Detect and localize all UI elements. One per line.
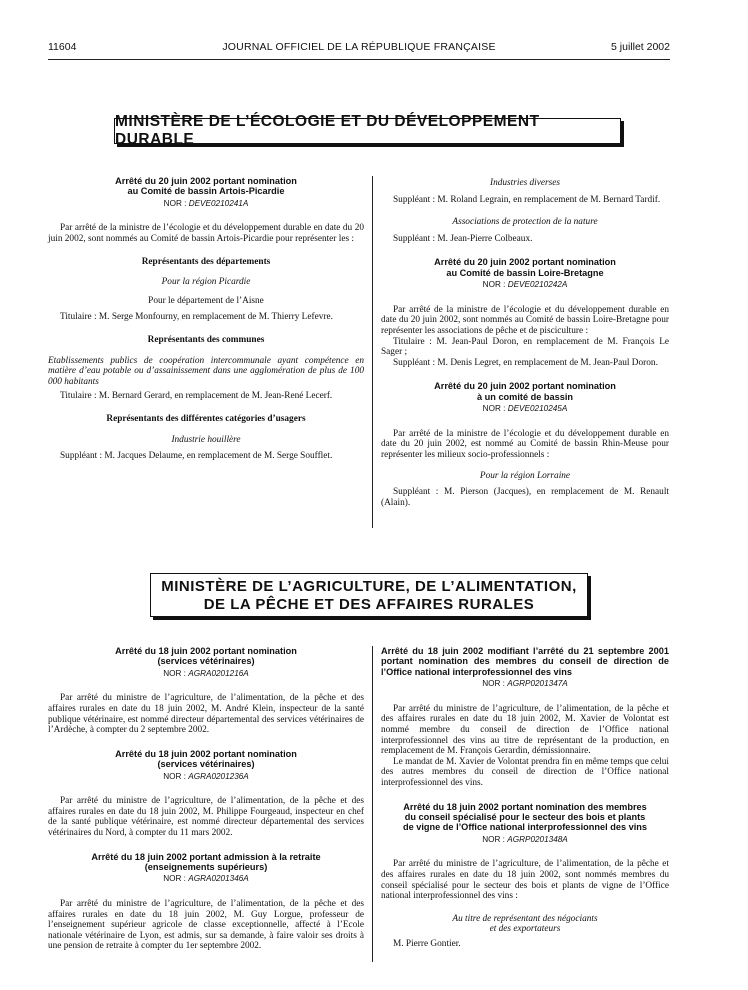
decree-title: Arrêté du 18 juin 2002 modifiant l’arrêté du 21 septembre 2001 portant nomination des membres du conseil de direction de l’Office national interprofessionnel des vins bbox=[381, 646, 669, 677]
page-number: 11604 bbox=[48, 41, 77, 53]
decree-title: Arrêté du 20 juin 2002 portant nomination bbox=[434, 381, 616, 392]
decree-fourgeaud bbox=[48, 749, 364, 839]
ministry-agriculture-title: DE LA PÊCHE ET DES AFFAIRES RURALES bbox=[203, 596, 535, 613]
subsection-heading: Pour la région Lorraine bbox=[479, 470, 571, 481]
decree-lorgue bbox=[48, 852, 364, 952]
decree-paragraph: Le mandat de M. Xavier de Volontat prendra fin en même temps que celui des autres membres du conseil de direction de l’Office national interprofessionnel des vins. bbox=[381, 756, 669, 788]
left-column-agriculture bbox=[48, 646, 364, 952]
decree-title: à un comité de bassin bbox=[477, 391, 573, 402]
decree-paragraph: Titulaire : M. Serge Monfourny, en remplacement de M. Thierry Lefevre. bbox=[60, 312, 333, 323]
nor-reference: NOR : AGRA0201216A bbox=[163, 668, 249, 678]
journal-title: JOURNAL OFFICIEL DE LA RÉPUBLIQUE FRANÇAISE bbox=[222, 41, 496, 53]
decree-paragraph: Suppléant : M. Denis Legret, en remplacement de M. Jean-Paul Doron. bbox=[393, 357, 658, 368]
header-rule bbox=[48, 59, 670, 60]
subsection-heading: Etablissements publics de coopération intercommunale ayant compétence en matière d’eau potable ou d’assainissement dans une agglomération de plus de 100 000 habitants bbox=[48, 355, 364, 387]
decree-paragraph: Par arrêté de la ministre de l’écologie et du développement durable en date du 20 juin 2002, est nommé au Comité de bassin Rhin-Meuse pour représenter les milieux socio-professionnels : bbox=[381, 428, 669, 460]
nor-reference: NOR : AGRP0201347A bbox=[482, 679, 568, 689]
subsection-heading: Au titre de représentant des négociants bbox=[452, 913, 598, 924]
decree-paragraph: Par arrêté du ministre de l’agriculture, de l’alimentation, de la pêche et des affaires rurales en date du 18 juin 2002, M. André Klein, inspecteur de la santé publique vétérinaire, est nommé directeur départemental des services vétérinaires de l’Ardèche, à compter du 2 septembre 2002. bbox=[48, 693, 364, 736]
subsection-heading: et des exportateurs bbox=[489, 924, 561, 935]
decree-title: (enseignements supérieurs) bbox=[144, 861, 268, 872]
subsection-heading: Pour le département de l’Aisne bbox=[148, 295, 264, 306]
page-header bbox=[48, 41, 670, 61]
right-column-agriculture bbox=[381, 646, 669, 950]
decree-title: Arrêté du 18 juin 2002 portant nomination bbox=[115, 748, 297, 759]
decree-bois-plants bbox=[381, 802, 669, 950]
decree-title: (services vétérinaires) bbox=[157, 759, 255, 770]
decree-title: au Comité de bassin Loire-Bretagne bbox=[446, 267, 604, 278]
subsection-heading: Pour la région Picardie bbox=[161, 277, 251, 288]
subsection-heading: Industries diverses bbox=[490, 178, 560, 188]
nor-reference: NOR : AGRP0201348A bbox=[482, 834, 568, 844]
decree-paragraph: M. Pierre Gontier. bbox=[393, 938, 461, 949]
decree-paragraph: Par arrêté du ministre de l’agriculture, de l’alimentation, de la pêche et des affaires rurales en date du 18 juin 2002, sont nommés membres du conseil spécialisé pour le secteur des bois et plants de vigne de l’Office national interprofessionnel des vins : bbox=[381, 859, 669, 902]
decree-title: (services vétérinaires) bbox=[157, 656, 255, 667]
nor-reference: NOR : DEVE0210241A bbox=[163, 198, 249, 208]
decree-title: Arrêté du 20 juin 2002 portant nomination bbox=[115, 176, 297, 186]
decree-volontat bbox=[381, 646, 669, 789]
issue-date: 5 juillet 2002 bbox=[611, 41, 670, 53]
section-heading: Représentants des départements bbox=[141, 256, 271, 267]
section-heading: Représentants des communes bbox=[147, 334, 265, 345]
decree-title: Arrêté du 18 juin 2002 portant admission à la retraite bbox=[91, 851, 321, 862]
column-divider bbox=[372, 176, 373, 528]
decree-paragraph: Par arrêté du ministre de l’agriculture, de l’alimentation, de la pêche et des affaires rurales en date du 18 juin 2002, M. Xavier de Volontat est nommé membre du conseil de direction de l’Office national interprofessionnel des vins au titre de représentant de la production, en remplacement de M. François Gerardin, démissionnaire. bbox=[381, 703, 669, 757]
nor-reference: NOR : DEVE0210242A bbox=[482, 280, 568, 290]
decree-paragraph: Par arrêté de la ministre de l’écologie et du développement durable en date du 20 juin 2002, sont nommés au Comité de bassin Artois-Picardie pour représenter les : bbox=[48, 223, 364, 244]
column-divider bbox=[372, 646, 373, 962]
decree-title: Arrêté du 20 juin 2002 portant nomination bbox=[434, 257, 616, 268]
ministry-ecology-title: MINISTÈRE DE L’ÉCOLOGIE ET DU DÉVELOPPEMENT DURABLE bbox=[115, 113, 540, 148]
decree-title: du conseil spécialisé pour le secteur des bois et plants bbox=[404, 811, 646, 822]
decree-artois-picardie bbox=[48, 176, 364, 462]
decree-paragraph: Par arrêté de la ministre de l’écologie et du développement durable en date du 20 juin 2002, sont nommés au Comité de bassin Loire-Bretagne pour représenter les associations de pêche et de pisciculture : bbox=[381, 304, 669, 336]
decree-paragraph: Suppléant : M. Pierson (Jacques), en remplacement de M. Renault (Alain). bbox=[381, 487, 669, 508]
decree-paragraph: Par arrêté du ministre de l’agriculture, de l’alimentation, de la pêche et des affaires rurales en date du 18 juin 2002, M. Guy Lorgue, professeur de l’enseignement supérieur agricole de classe exceptionnelle, affecté à l’Ecole nationale vétérinaire de Lyon, est admis, sur sa demande, à faire valoir ses droits à une pension de retraite à compter du 1er septembre 2002. bbox=[48, 898, 364, 952]
ministry-ecology-banner bbox=[114, 113, 621, 148]
decree-title: Arrêté du 18 juin 2002 portant nomination des membres bbox=[403, 801, 647, 812]
decree-paragraph: Par arrêté du ministre de l’agriculture, de l’alimentation, de la pêche et des affaires rurales en date du 18 juin 2002, M. Philippe Fourgeaud, inspecteur en chef de la santé publique vétérinaire, est nommé directeur départemental des services vétérinaires du Nord, à compter du 11 mars 2002. bbox=[48, 796, 364, 838]
nor-reference: NOR : AGRA0201346A bbox=[163, 874, 249, 884]
decree-title: Arrêté du 18 juin 2002 portant nomination bbox=[115, 646, 297, 656]
decree-paragraph: Titulaire : M. Jean-Paul Doron, en remplacement de M. François Le Sager ; bbox=[381, 336, 669, 358]
nor-reference: NOR : DEVE0210245A bbox=[482, 404, 568, 414]
decree-rhin-meuse bbox=[381, 381, 669, 508]
decree-paragraph: Suppléant : M. Jacques Delaume, en remplacement de M. Serge Soufflet. bbox=[60, 451, 333, 462]
right-column-ecology bbox=[381, 176, 669, 508]
decree-title: au Comité de bassin Artois-Picardie bbox=[127, 186, 285, 197]
decree-title: de vigne de l’Office national interprofessionnel des vins bbox=[402, 822, 648, 833]
decree-paragraph: Titulaire : M. Bernard Gerard, en remplacement de M. Jean-René Lecerf. bbox=[60, 391, 333, 402]
section-heading: Représentants des différentes catégories d’usagers bbox=[106, 413, 306, 424]
ministry-agriculture-title: MINISTÈRE DE L’AGRICULTURE, DE L’ALIMENTATION, bbox=[161, 578, 577, 595]
decree-loire-bretagne bbox=[381, 257, 669, 368]
ministry-agriculture-banner bbox=[150, 573, 588, 617]
decree-klein bbox=[48, 646, 364, 736]
decree-paragraph: Suppléant : M. Roland Legrain, en remplacement de M. Bernard Tardif. bbox=[393, 194, 661, 205]
decree-paragraph: Suppléant : M. Jean-Pierre Colbeaux. bbox=[393, 233, 533, 244]
nor-reference: NOR : AGRA0201236A bbox=[163, 771, 249, 781]
subsection-heading: Associations de protection de la nature bbox=[452, 217, 598, 228]
subsection-heading: Industrie houillère bbox=[171, 434, 241, 445]
